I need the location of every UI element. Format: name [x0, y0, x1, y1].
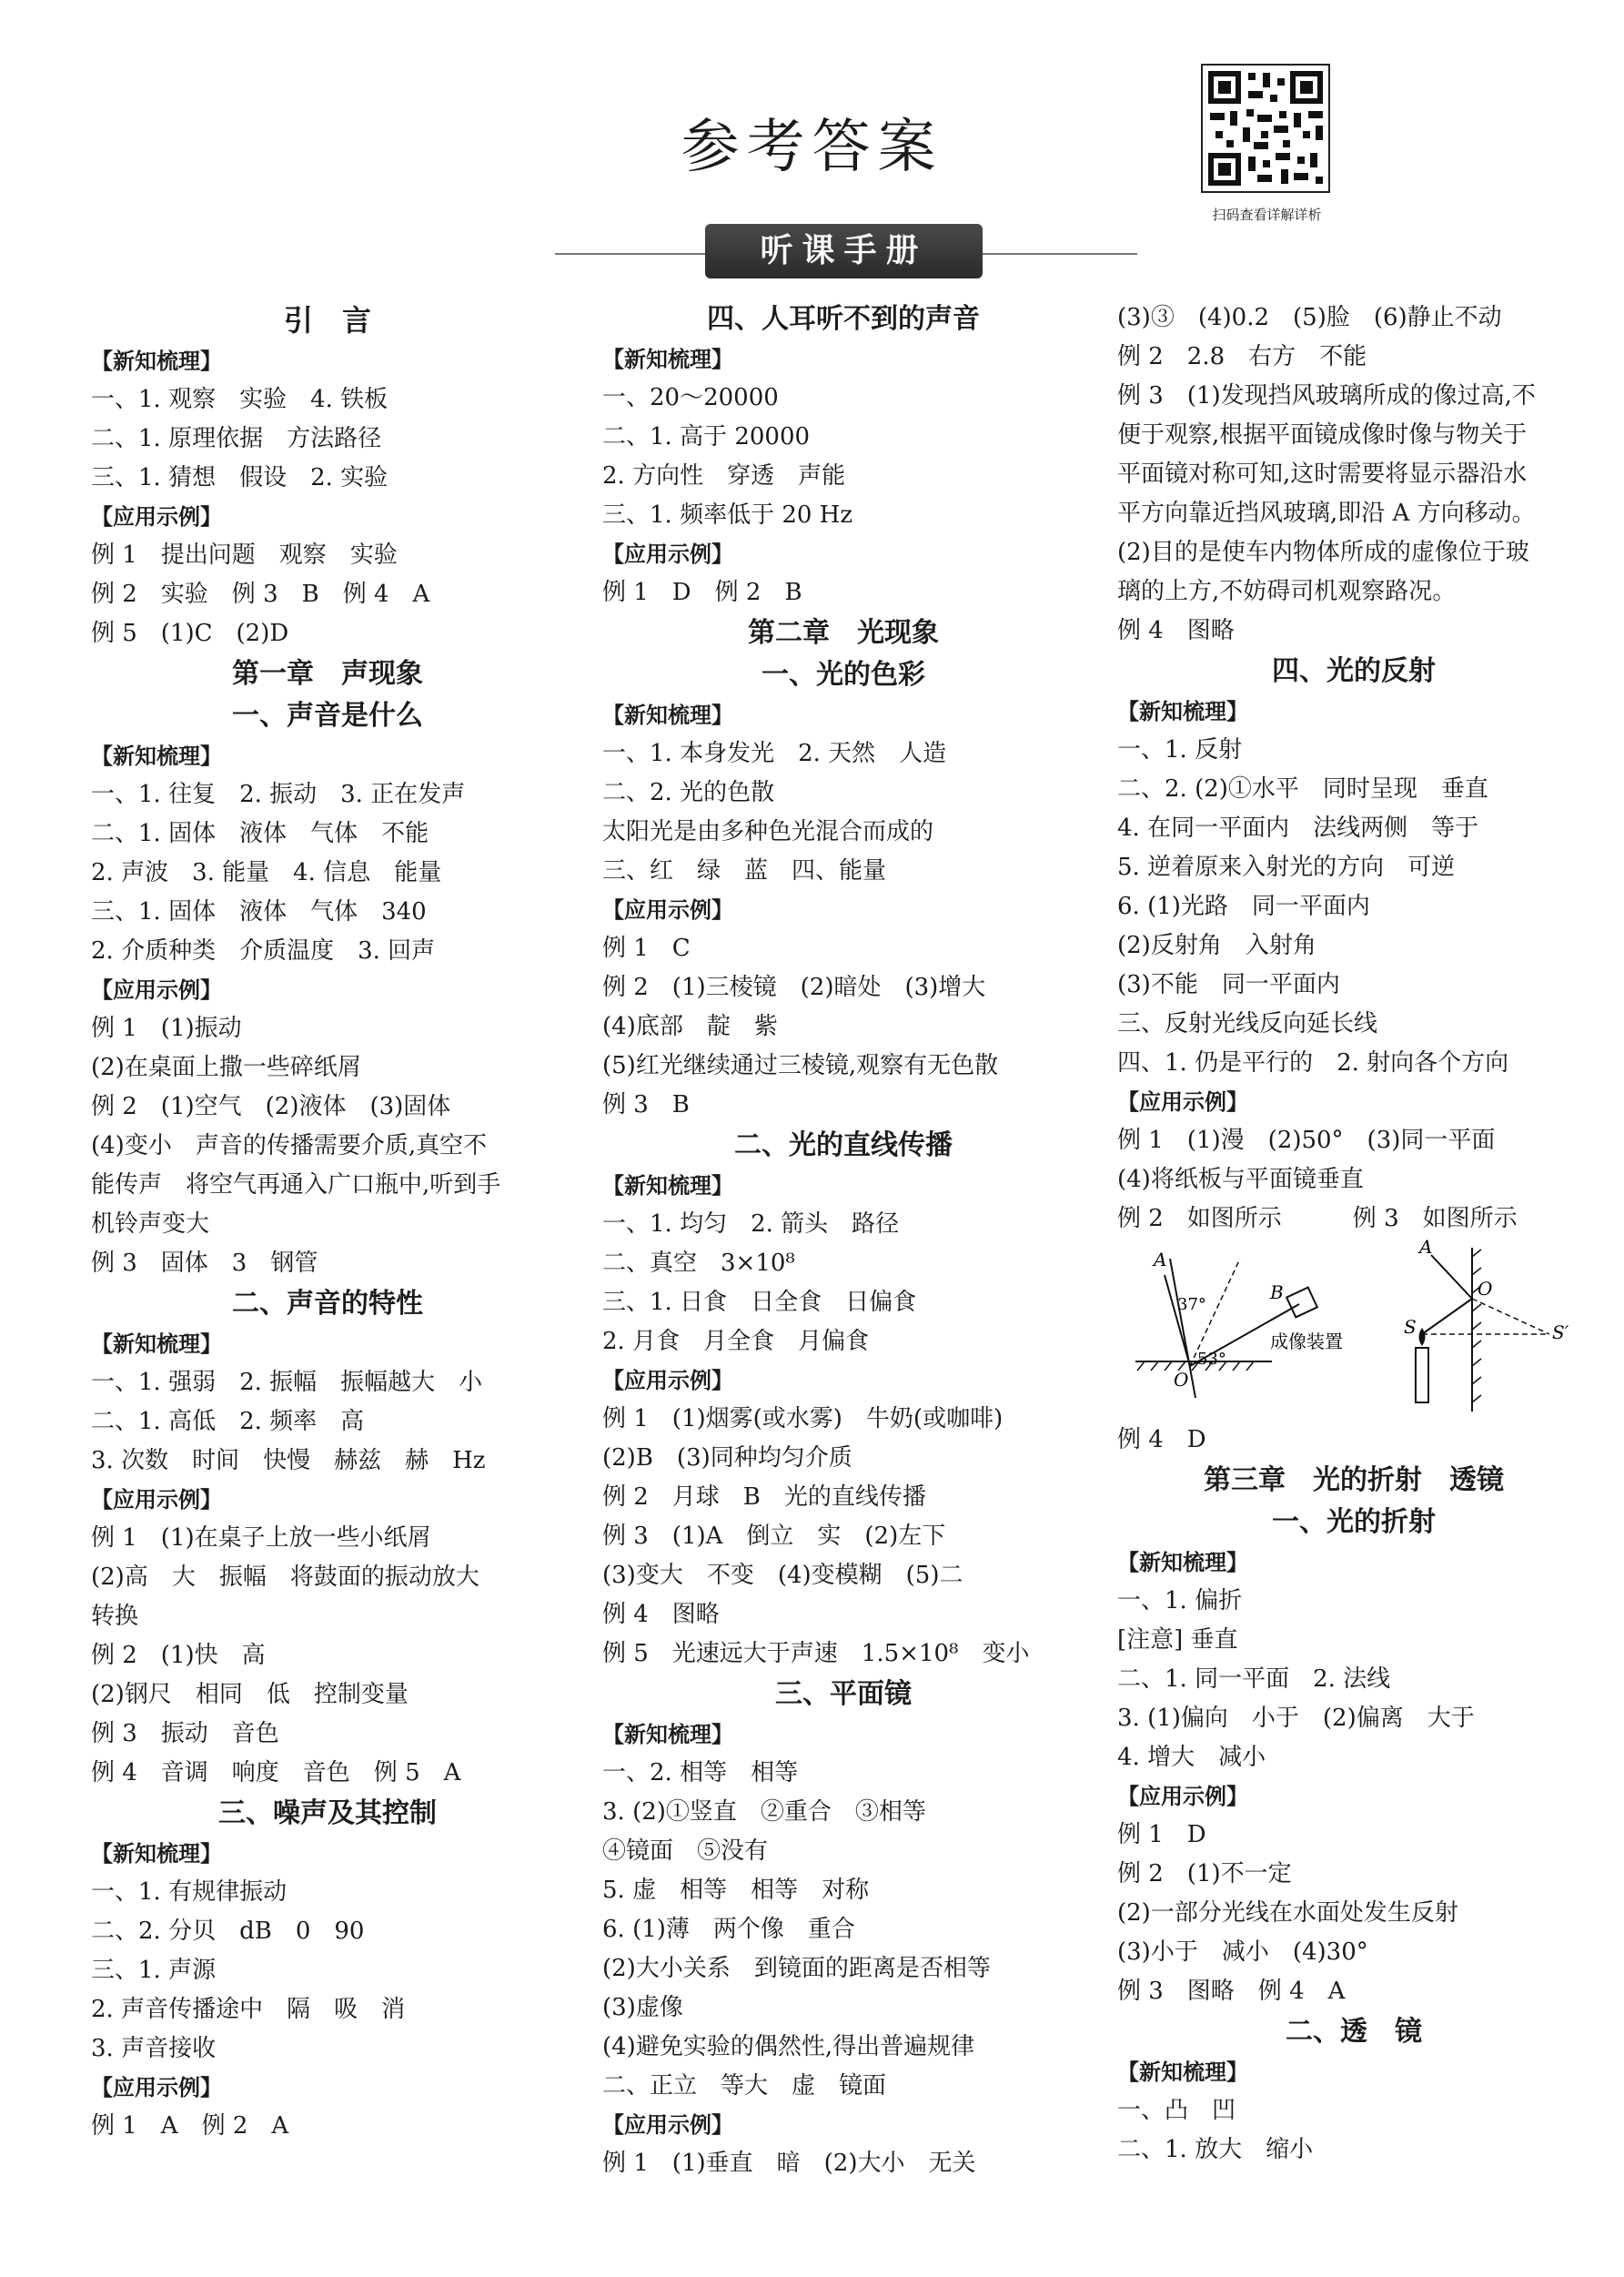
qr-caption: 扫码查看详解详析 — [1212, 207, 1322, 223]
angle-37: 37° — [1177, 1295, 1206, 1314]
banner-rule-left — [555, 253, 705, 255]
section-heading: 一、光的折射 — [1272, 1506, 1436, 1538]
subsection-label: 【新知梳理】 — [1117, 699, 1248, 724]
answer-line: (4)避免实验的偶然性,得出普遍规律 — [602, 2033, 975, 2060]
subsection-label: 【应用示例】 — [91, 2075, 222, 2100]
answer-line: 例 3 (1)发现挡风玻璃所成的像过高,不 — [1117, 382, 1536, 410]
section-heading: 三、噪声及其控制 — [218, 1797, 437, 1829]
subsection-label: 【应用示例】 — [602, 1368, 733, 1393]
answer-line: 例 2 (1)快 高 — [91, 1642, 266, 1669]
angle-53: 53° — [1197, 1350, 1226, 1369]
device-label: 成像装置 — [1270, 1331, 1343, 1352]
subsection-label: 【新知梳理】 — [602, 703, 733, 728]
subsection-label: 【新知梳理】 — [91, 349, 222, 374]
answer-line: 例 1 D — [1117, 1821, 1206, 1848]
answer-line: 例 5 (1)C (2)D — [91, 620, 289, 647]
answer-line: 例 4 图略 — [1117, 617, 1235, 644]
answer-line: 例 2 (1)三棱镜 (2)暗处 (3)增大 — [602, 974, 986, 1001]
label-s: S — [1404, 1316, 1417, 1338]
answer-line: 一、2. 相等 相等 — [602, 1759, 799, 1786]
section-heading: 四、人耳听不到的声音 — [707, 303, 980, 335]
answer-line: 例 4 D — [1117, 1426, 1206, 1453]
answer-column-2 — [602, 299, 1084, 2183]
subsection-label: 【应用示例】 — [1117, 1089, 1248, 1115]
column-3-lower — [1117, 1421, 1590, 2170]
answer-line: 三、反射光线反向延长线 — [1117, 1010, 1378, 1037]
answer-line: 2. 方向性 穿透 声能 — [602, 462, 846, 490]
answer-line: 转换 — [91, 1603, 139, 1630]
answer-line: 一、1. 观察 实验 4. 铁板 — [91, 386, 388, 413]
answer-line: 6. (1)薄 两个像 重合 — [602, 1916, 855, 1943]
answer-line: 例 1 (1)在桌子上放一些小纸屑 — [91, 1524, 431, 1552]
answer-line: (2)反射角 入射角 — [1117, 932, 1316, 959]
answer-line: 机铃声变大 — [91, 1210, 210, 1238]
answer-line: 二、1. 原理依据 方法路径 — [91, 425, 382, 452]
answer-line: (5)红光继续通过三棱镜,观察有无色散 — [602, 1052, 999, 1079]
label-o: O — [1174, 1369, 1189, 1391]
answer-line: 2. 声音传播途中 隔 吸 消 — [91, 1996, 406, 2023]
answer-line: 例 2 (1)不一定 — [1117, 1860, 1292, 1887]
answer-line: 例 3 图略 例 4 A — [1117, 1978, 1346, 2005]
answer-column-1 — [91, 299, 564, 2146]
qr-code-icon — [1203, 66, 1328, 191]
answer-line: (2)B (3)同种均匀介质 — [602, 1444, 852, 1472]
answer-line: 例 2 实验 例 3 B 例 4 A — [91, 581, 430, 608]
answer-line: 例 1 A 例 2 A — [91, 2112, 289, 2140]
subsection-label: 【应用示例】 — [91, 504, 222, 530]
qr-code[interactable] — [1201, 64, 1330, 193]
answer-line: 例 2 月球 B 光的直线传播 — [602, 1483, 926, 1511]
answer-line: 三、1. 猜想 假设 2. 实验 — [91, 464, 388, 491]
answer-line: (2)在桌面上撒一些碎纸屑 — [91, 1054, 361, 1081]
answer-line: 三、红 绿 蓝 四、能量 — [602, 857, 887, 885]
label-o2: O — [1478, 1278, 1493, 1300]
section-heading: 第二章 光现象 — [748, 617, 939, 649]
section-heading: 第三章 光的折射 透镜 — [1204, 1464, 1504, 1496]
subsection-label: 【新知梳理】 — [1117, 2059, 1248, 2085]
section-heading: 三、平面镜 — [775, 1678, 912, 1710]
answer-line: (2)一部分光线在水面处发生反射 — [1117, 1899, 1458, 1927]
answer-line: 一、1. 有规律振动 — [91, 1878, 287, 1906]
answer-line: 3. 次数 时间 快慢 赫兹 赫 Hz — [91, 1447, 486, 1474]
subsection-label: 【应用示例】 — [91, 977, 222, 1003]
answer-line: 3. (2)①竖直 ②重合 ③相等 — [602, 1798, 926, 1826]
answer-line: (2)目的是使车内物体所成的虚像位于玻 — [1117, 539, 1529, 566]
reflection-figures — [1117, 1239, 1590, 1421]
answer-line: 例 5 光速远大于声速 1.5×10⁸ 变小 — [602, 1640, 1030, 1667]
banner-rule-right — [983, 253, 1137, 255]
answer-line: 二、1. 高低 2. 频率 高 — [91, 1408, 365, 1435]
subsection-label: 【新知梳理】 — [602, 1173, 733, 1199]
subsection-label: 【新知梳理】 — [1117, 1550, 1248, 1575]
answer-line: 一、1. 强弱 2. 振幅 振幅越大 小 — [91, 1369, 483, 1396]
label-b: B — [1270, 1281, 1284, 1303]
section-heading: 第一章 声现象 — [232, 658, 423, 690]
answer-line: 例 2 如图所示 例 3 如图所示 — [1117, 1205, 1518, 1232]
answer-line: ④镜面 ⑤没有 — [602, 1837, 769, 1865]
section-heading: 二、声音的特性 — [232, 1288, 423, 1320]
answer-line: 4. 增大 减小 — [1117, 1744, 1266, 1771]
answer-line: 二、1. 同一平面 2. 法线 — [1117, 1665, 1391, 1693]
answer-line: 二、真空 3×10⁸ — [602, 1250, 795, 1277]
answer-line: 一、凸 凹 — [1117, 2097, 1236, 2124]
answer-line: 一、1. 反射 — [1117, 736, 1243, 764]
example2-figure — [1135, 1249, 1343, 1398]
answer-line: (2)大小关系 到镜面的距离是否相等 — [602, 1955, 991, 1982]
answer-line: 能传声 将空气再通入广口瓶中,听到手 — [91, 1171, 501, 1199]
answer-line: 2. 声波 3. 能量 4. 信息 能量 — [91, 859, 442, 886]
label-s-image: S′ — [1552, 1321, 1569, 1343]
subsection-label: 【新知梳理】 — [91, 744, 222, 769]
answer-line: 璃的上方,不妨碍司机观察路况。 — [1117, 578, 1457, 605]
subsection-label: 【应用示例】 — [602, 2112, 733, 2138]
answer-line: 例 1 (1)漫 (2)50° (3)同一平面 — [1117, 1127, 1496, 1154]
answer-line: (2)钢尺 相同 低 控制变量 — [91, 1681, 409, 1708]
answer-line: 二、1. 固体 液体 气体 不能 — [91, 820, 429, 847]
page-title: 参考答案 — [681, 114, 943, 181]
answer-line: (2)高 大 振幅 将鼓面的振动放大 — [91, 1564, 479, 1591]
subsection-label: 【应用示例】 — [602, 897, 733, 923]
answer-line: 例 4 音调 响度 音色 例 5 A — [91, 1759, 461, 1786]
answer-line: 例 4 图略 — [602, 1601, 720, 1628]
subsection-label: 【新知梳理】 — [91, 1841, 222, 1867]
answer-line: 三、1. 固体 液体 气体 340 — [91, 898, 427, 926]
answer-line: (4)变小 声音的传播需要介质,真空不 — [91, 1132, 488, 1159]
section-heading: 引 言 — [283, 303, 371, 338]
answer-line: 太阳光是由多种色光混合而成的 — [602, 818, 934, 845]
answer-line: 5. 虚 相等 相等 对称 — [602, 1877, 870, 1904]
answer-line: 三、1. 声源 — [91, 1957, 217, 1984]
answer-line: 6. (1)光路 同一平面内 — [1117, 893, 1370, 920]
answer-column-3 — [1117, 299, 1590, 2170]
section-heading: 一、光的色彩 — [762, 659, 925, 691]
answer-line: 二、1. 高于 20000 — [602, 423, 811, 450]
answer-line: 例 3 固体 3 钢管 — [91, 1250, 318, 1277]
answer-line: 二、正立 等大 虚 镜面 — [602, 2072, 887, 2100]
answer-line: 平面镜对称可知,这时需要将显示器沿水 — [1117, 460, 1528, 488]
answer-line: (3)不能 同一平面内 — [1117, 971, 1340, 998]
answer-line: (3)③ (4)0.2 (5)脸 (6)静止不动 — [1117, 304, 1502, 331]
answer-line: [注意] 垂直 — [1117, 1626, 1238, 1654]
answer-line: 一、1. 往复 2. 振动 3. 正在发声 — [91, 781, 466, 808]
subsection-label: 【应用示例】 — [91, 1487, 222, 1513]
label-a: A — [1154, 1249, 1167, 1270]
column-3-upper — [1117, 299, 1590, 1239]
answer-line: 例 1 D 例 2 B — [602, 579, 802, 606]
answer-line: 3. (1)偏向 小于 (2)偏离 大于 — [1117, 1705, 1475, 1732]
answer-line: 4. 在同一平面内 法线两侧 等于 — [1117, 815, 1479, 842]
answer-line: 二、2. (2)①水平 同时呈现 垂直 — [1117, 775, 1488, 803]
answer-line: 例 3 B — [602, 1091, 690, 1118]
subsection-label: 【新知梳理】 — [91, 1331, 222, 1357]
answer-line: (3)小于 减小 (4)30° — [1117, 1938, 1368, 1966]
answer-line: 例 1 提出问题 观察 实验 — [91, 541, 398, 569]
answer-line: (3)虚像 — [602, 1994, 683, 2021]
answer-line: (4)底部 靛 紫 — [602, 1013, 778, 1040]
answer-line: 三、1. 日食 日全食 日偏食 — [602, 1289, 917, 1316]
section-heading: 二、光的直线传播 — [734, 1129, 953, 1161]
answer-line: 便于观察,根据平面镜成像时像与物关于 — [1117, 421, 1528, 449]
answer-line: 二、1. 放大 缩小 — [1117, 2136, 1314, 2163]
answer-line: 一、1. 均匀 2. 箭头 路径 — [602, 1210, 900, 1238]
section-banner: 听课手册 — [705, 224, 983, 278]
answer-line: 2. 月食 月全食 月偏食 — [602, 1328, 870, 1355]
section-heading: 一、声音是什么 — [232, 700, 423, 732]
answer-line: (4)将纸板与平面镜垂直 — [1117, 1166, 1364, 1193]
answer-line: 四、1. 仍是平行的 2. 射向各个方向 — [1117, 1049, 1509, 1077]
answer-line: 三、1. 频率低于 20 Hz — [602, 501, 853, 529]
answer-line: 例 1 C — [602, 935, 691, 962]
answer-line: 例 2 (1)空气 (2)液体 (3)固体 — [91, 1093, 451, 1120]
subsection-label: 【应用示例】 — [1117, 1784, 1248, 1809]
answer-line: 例 1 (1)垂直 暗 (2)大小 无关 — [602, 2150, 976, 2177]
subsection-label: 【新知梳理】 — [602, 347, 733, 372]
answer-line: 一、1. 本身发光 2. 天然 人造 — [602, 740, 947, 767]
answer-line: 例 3 振动 音色 — [91, 1720, 279, 1747]
label-a2: A — [1419, 1239, 1433, 1258]
subsection-label: 【应用示例】 — [602, 541, 733, 567]
answer-line: 例 1 (1)振动 — [91, 1015, 242, 1042]
answer-line: 5. 逆着原来入射光的方向 可逆 — [1117, 854, 1456, 881]
answer-line: 二、2. 分贝 dB 0 90 — [91, 1918, 365, 1945]
section-heading: 二、透 镜 — [1286, 2016, 1422, 2048]
answer-line: 例 1 (1)烟雾(或水雾) 牛奶(或咖啡) — [602, 1405, 1004, 1432]
answer-line: 平方向靠近挡风玻璃,即沿 A 方向移动。 — [1117, 500, 1536, 527]
subsection-label: 【新知梳理】 — [602, 1722, 733, 1747]
answer-line: (3)变大 不变 (4)变模糊 (5)二 — [602, 1562, 963, 1589]
example3-figure — [1404, 1239, 1569, 1412]
answer-line: 2. 介质种类 介质温度 3. 回声 — [91, 937, 436, 965]
answer-line: 二、2. 光的色散 — [602, 779, 775, 806]
answer-line: 一、1. 偏折 — [1117, 1587, 1243, 1614]
answer-line: 例 3 (1)A 倒立 实 (2)左下 — [602, 1523, 946, 1550]
section-heading: 四、光的反射 — [1272, 655, 1436, 687]
answer-line: 一、20～20000 — [602, 384, 779, 411]
reflection-diagram — [1117, 1239, 1590, 1421]
answer-line: 例 2 2.8 右方 不能 — [1117, 343, 1367, 370]
answer-line: 3. 声音接收 — [91, 2035, 217, 2062]
